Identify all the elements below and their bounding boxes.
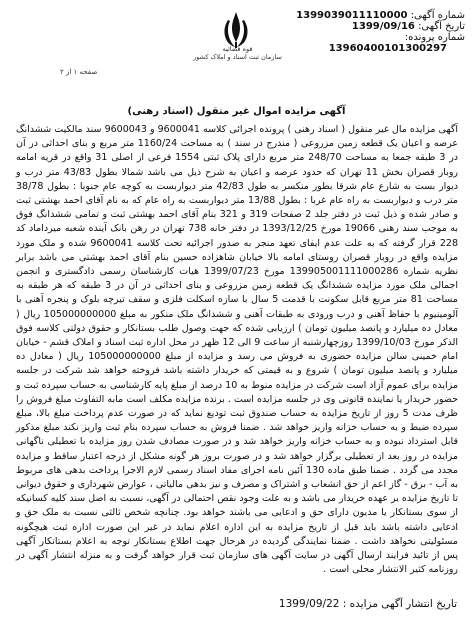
organization-name xyxy=(175,45,300,61)
body-text: آگهی مزایده مال غیر منقول ( اسناد رهنی ) پرونده اجرائی کلاسه 9600041 و 9600043 سند مالکیت ششدانگ عرصه و اعیان یک قطعه زمین مزروعی ( مندرج در سند ) به مساحت 1160/24 متر مربع و بنای احداثی در آن در 3 طبقه جمعا به مساحت 248/70 متر مربع دارای پلاک ثبتی 1554 فرعی از اصلی 31 واقع در قریه امامه روبار قصران بخش 11 تهران که حدود عرصه و اعیان به شرح ذیل می باشد شمالا بطول 43/83 متر درب و دیوار بست به شارع عام شرقا بطور منکسر به طول 42/83 متر دیواربست به کوچه عام جنوبا : بطول 38/78 متر درب و دیواربست به راه عام غربا : بطول 13/88 متر دیواربست به راه عام که به نام آقای احمد بهشتی ثبت و صادر شده و ذیل ثبت در دفتر جلد 2 صفحات 319 و 321 بنام آقای احمد بهشتی ثبت و تمامی ششدانگ فوق به موجب سند رهنی 19066 مورخ 1393/12/25 در دفتر خانه 738 تهران در رهن بانک آینده شعبه میرداماد کد 228 قرار گرفته که به علت عدم ایفای تعهد منجر به صدور اجرائیه تحت کلاسه 9600041 شده و ملک مورد مزایده واقع در روبار قصران روستای امامه بالا خیابان شاهزاده حسین بنام آقای احمد بهشتی می باشد برابر نظریه شماره 139905001111000286 مورخ 1399/07/23 هیات کارشناسان رسمی دادگستری و انجمن اجمالی ملک مورد مزایده ششدانگ یک قطعه زمین مزروعی و بنای احداثی در آن در 3 طبقه که هر طبقه به مساحت 81 متر مربع قابل سکونت با قدمت 5 سال با سازه اسکلت فلزی و سقف تیرچه بلوک و پنجره آهنی با آلومینیوم با حفاظ آهنی و درب ورودی به طبقات آهنی و ششدانگ ملک منکور به مبلغ 105000000000 ریال ( معادل ده میلیارد و پانصد میلیون تومان ) ارزیابی شده که جهت وصول طلب بستانکار و حقوق دولتی کلاسه فوق الذکر مورخ 1399/10/03 روزچهارشنبه از ساعت 9 الی 12 ظهر در محل اداره ثبت اسناد و املاک قشم - خیابان امام خمینی سالن مزایده حضوری به فروش می رسد و مزایده از مبلغ 105000000000 ریال ( معادل ده میلیارد و پانصد میلیون تومان ) شروع و به قیمتی که خریدار داشته باشد فروخته خواهد شد شرکت در جلسه مزایده برای عموم آزاد است شرکت در مزایده منوط به 10 درصد از مبلغ پایه کارشناسی به حساب سپرده ثبت و حضور خریدار یا نماینده قانونی وی در جلسه مزایده است . برنده مزایده مکلف است مابه التفاوت مبلغ فروش را ظرف مدت 5 روز از تاریخ مزایده به حساب صندوق ثبت تودیع نماید که در صورت عدم پرداخت مبلغ بالا، مبلغ سپرده ضبط و به حساب خزانه واریز خواهد شد . ضمنا فروش به حساب سپرده بنام ثبت واریز نکند مبلغ مذکور قابل استرداد نبوده و به حساب خزانه واریز خواهد شد و در صورت مصادف شدن روز مزایده با تعطیلی ناگهانی مزایده در روز بعد از تعطیلی برگزار خواهد شد و در صورت بروز هر گونه مشکل از درجه اعتبار ساقط و مزایده مجدد می گردد . ضمنا طبق ماده 130 آئین نامه اجرای مفاد اسناد رسمی لازم الاجرا پرداخت بدهی های مربوط به آب - برق - گاز اعم از حق انشعاب و اشتراک و مصرف و نیز بدهی مالیاتی ، عوارض شهرداری و حقوق دیوانی تا تاریخ مزایده بر عهده خریدار می باشد و به علت وجود نقص احتمالی در آگهی، نسبت به اصل سند کلیه کسانیکه از سوی بستانکار یا مدیون دارای حق و ادعایی می باشند خواهد بود. چنانچه شخص ثالثی نسبت به ملک حق و ادعایی داشته باشد باید قبل از تاریخ مزایده به این اداره اعلام نماید در غیر این صورت اداره ثبت هیچگونه مسئولیتی نخواهد داشت . ضمنا نمایندگی گردیده در هرحال جهت اطلاع بستانکار توجه به اعلام بستانکار آگهی پس از تائید فرایند ارسال آگهی در سایت آگهی های سازمان ثبت قرار خواهد گرفت و به منزله انتشار آگهی در روزنامه کثیر الانتشار محلی است . xyxy=(15,124,459,576)
ad-number: 1399039011110000 xyxy=(296,10,408,21)
ad-number-row xyxy=(295,10,465,21)
ad-date-label: تاریخ آگهی: xyxy=(418,21,465,32)
publish-date-label: تاریخ انتشار آگهی مزایده : xyxy=(342,598,457,610)
page-number: صفحه ۱ از ۲ xyxy=(60,68,98,76)
ad-date: 1399/09/16 xyxy=(351,21,415,32)
header-meta xyxy=(295,10,465,54)
case-number-row xyxy=(295,32,465,43)
document-title: آگهی مزایده اموال غیر منقول (اسناد رهنی) xyxy=(127,106,346,117)
org-line-1: قوه قضائیه xyxy=(222,45,253,53)
publish-date: 1399/09/22 xyxy=(278,598,340,610)
case-number-label: شماره پرونده: xyxy=(404,32,465,43)
ad-number-label: شماره آگهی: xyxy=(410,10,465,21)
org-line-2: سازمان ثبت اسناد و املاک کشور xyxy=(193,53,282,61)
ad-date-row xyxy=(295,21,465,32)
footer xyxy=(157,598,457,610)
case-number: 13960400101300297 xyxy=(328,43,447,54)
